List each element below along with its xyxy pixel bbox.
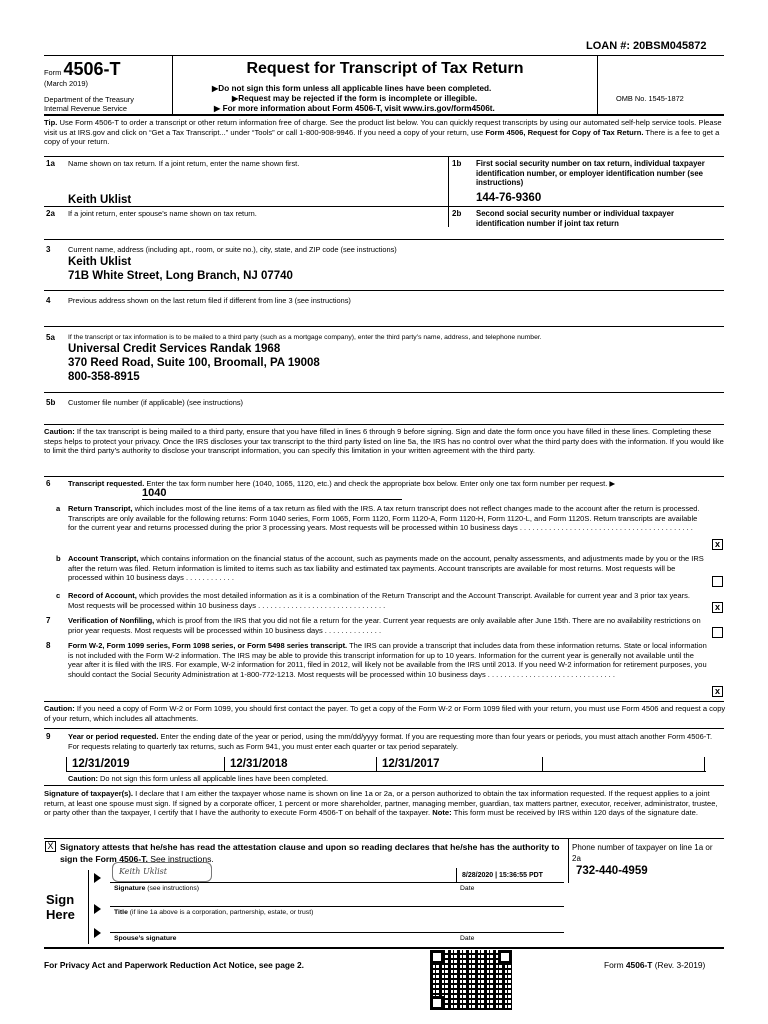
signature-label: Signature (see instructions) [114, 885, 199, 892]
sign-here-label: Sign Here [46, 892, 75, 922]
year-field-3[interactable]: 12/31/2017 [382, 758, 440, 770]
line-6-num: 6 [46, 479, 51, 488]
line-1b-label: First social security number on tax return, individual taxpayer identification number, or employer identification number (see instructions) [476, 159, 705, 188]
line-8-num: 8 [46, 641, 51, 650]
line-2a-num: 2a [46, 209, 55, 218]
form-title: Request for Transcript of Tax Return [246, 60, 524, 77]
top-rule [44, 55, 724, 56]
w2-transcript-checkbox[interactable]: x [712, 686, 723, 697]
line-6-text: Transcript requested. Enter the tax form number here (1040, 1065, 1120, etc.) and check the appropriate box below. Enter only one tax form number per request. ▶ [68, 479, 616, 488]
line-1a-num: 1a [46, 159, 55, 168]
current-name-field[interactable]: Keith Uklist [68, 256, 132, 268]
year-field-1[interactable]: 12/31/2019 [72, 758, 130, 770]
phone-label: Phone number of taxpayer on line 1a or 2a [572, 843, 713, 863]
form-footer-id: Form 4506-T (Rev. 3-2019) [604, 960, 706, 970]
ssn-field[interactable]: 144-76-9360 [476, 192, 542, 204]
spouse-arrow-icon [94, 928, 101, 938]
nonfiling-checkbox[interactable] [712, 627, 723, 638]
line-5a-label: If the transcript or tax information is to be mailed to a third party (such as a mortgage company), enter the third party’s name, address, and telephone number. [68, 334, 542, 341]
line-6a-letter: a [56, 504, 61, 513]
account-transcript-checkbox[interactable] [712, 576, 723, 587]
tax-form-number-field[interactable]: 1040 [142, 487, 402, 500]
current-address-field[interactable]: 71B White Street, Long Branch, NJ 07740 [68, 270, 293, 282]
dept-line2: Internal Revenue Service [44, 104, 127, 113]
spouse-signature-label: Spouse’s signature [114, 935, 177, 942]
header-note-1: ▶Do not sign this form unless all applicable lines have been completed. [212, 84, 492, 93]
line-6b-text: Account Transcript, which contains information on the financial status of the account, such as payments made on the account, penalty assessments, and adjustments made by you or the IRS after the return was filed. Return information is limited to items such as tax liability and estimated tax payments. Account transcripts are available for most returns. Most requests will be processed within 10 business days . . . . . . . . . . . . [68, 554, 704, 583]
taxpayer-name-field[interactable]: Keith Uklist [68, 194, 132, 206]
omb-number: OMB No. 1545-1872 [616, 94, 684, 103]
third-party-name-field[interactable]: Universal Credit Services Randak 1968 [68, 343, 281, 355]
header-note-3: ▶ For more information about Form 4506-T, visit www.irs.gov/form4506t. [214, 104, 495, 113]
line-3-num: 3 [46, 245, 51, 254]
form-prefix: Form [44, 68, 62, 77]
date-label: Date [460, 885, 475, 892]
title-label: Title (if line 1a above is a corporation, partnership, estate, or trust) [114, 909, 314, 916]
phone-field[interactable]: 732-440-4959 [576, 865, 648, 877]
signature-date-value: 8/28/2020 | 15:36:55 PDT [462, 872, 543, 879]
line-4-num: 4 [46, 296, 51, 305]
line-2b-label: Second social security number or individual taxpayer identification number if joint tax return [476, 209, 675, 228]
line-6b-letter: b [56, 554, 61, 563]
line-9-caution: Caution: Do not sign this form unless all applicable lines have been completed. [68, 774, 329, 783]
spouse-date-label: Date [460, 935, 475, 942]
caution-w2: Caution: If you need a copy of Form W-2 or Form 1099, you should first contact the payer. To get a copy of the Form W-2 or Form 1099 filed with your return, you must use Form 4506 and request a copy of your return, which includes all attachments. [44, 704, 726, 723]
signature-arrow-icon [94, 873, 101, 883]
caution-third-party: Caution: If the tax transcript is being mailed to a third party, ensure that you have filled in lines 6 through 9 before signing. Sign and date the form once you have filled in these lines. Completing these steps helps to protect your privacy. Once the IRS discloses your tax transcript to the third party listed on line 5a, the IRS has no control over what the third party does with the information. If you would like to limit the third party’s authority to disclose your transcript information, you can specify this limitation in your written agreement with the third party. [44, 427, 724, 456]
dept-line1: Department of the Treasury [44, 95, 134, 104]
form-number: 4506-T [63, 59, 121, 79]
line-8-text: Form W-2, Form 1099 series, Form 1098 series, or Form 5498 series transcript. The IRS can provide a transcript that includes data from these information returns. State or local information is not included with the Form W-2 information. The IRS may be able to provide this transcript information for up to 10 years. Information for the current year is generally not available until the year after it is filed with the IRS. For example, W-2 information for 2011, filed in 2012, will likely not be available from the IRS until 2013. If you need W-2 information for retirement purposes, you should contact the Social Security Administration at 1-800-772-1213. Most requests will be processed within 10 business days . . . . . . . . . . . . . . . . . . . . . . . . . . . . . . . [68, 641, 707, 679]
line-6c-letter: c [56, 591, 61, 600]
taxpayer-signature-field[interactable]: Keith Uklist [112, 862, 212, 882]
line-3-label: Current name, address (including apt., room, or suite no.), city, state, and ZIP code (see instructions) [68, 245, 397, 254]
line-4-label: Previous address shown on the last return filed if different from line 3 (see instructions) [68, 296, 351, 305]
attestation-text: Signatory attests that he/she has read the attestation clause and upon so reading declares that he/she has the authority to sign the Form 4506-T. See instructions. [60, 842, 560, 864]
line-2b-num: 2b [452, 209, 462, 218]
line-5a-num: 5a [46, 333, 55, 342]
line-5b-num: 5b [46, 398, 56, 407]
line-6a-text: Return Transcript, which includes most of the line items of a tax return as filed with the IRS. A tax return transcript does not reflect changes made to the account after the return is processed. Transcripts are only available for the following returns: Form 1040 series, Form 1065, Form 1120, Form 1120-A, Form 1120-H, Form 1120-L, and Form 1120S. Return transcripts are available for the current year and returns processed during the prior 3 processing years. Most requests will be processed within 10 business days . . . . . . . . . . . . . . . . . . . . . . . . . . . . . . . . . . . . . . . . . . [68, 504, 700, 533]
barcode [430, 950, 512, 1010]
line-7-num: 7 [46, 616, 51, 625]
record-of-account-checkbox[interactable]: x [712, 602, 723, 613]
third-party-phone-field[interactable]: 800-358-8915 [68, 371, 140, 383]
form-revision: (March 2019) [44, 79, 88, 88]
tip-paragraph: Tip. Use Form 4506-T to order a transcript or other return information free of charge. See the product list below. You can quickly request transcripts by using our automated self-help service tools. Please visit us at IRS.gov and click on “Get a Tax Transcript...” under “Tools” or call 1-800-908-9946. If you need a copy of your return, use Form 4506, Request for Copy of Tax Return. There is a fee to get a copy of your return. [44, 118, 722, 147]
title-arrow-icon [94, 904, 101, 914]
line-9-text: Year or period requested. Enter the ending date of the year or period, using the mm/dd/yyyy format. If you are requesting more than four years or periods, you must attach another Form 4506-T. For requests relating to quarterly tax returns, such as Form 941, you must enter each quarter or tax period separately. [68, 732, 713, 751]
third-party-address-field[interactable]: 370 Reed Road, Suite 100, Broomall, PA 19008 [68, 357, 320, 369]
return-transcript-checkbox[interactable]: x [712, 539, 723, 550]
attestation-checkbox[interactable]: X [45, 841, 56, 852]
form-id [44, 59, 121, 80]
line-1b-num: 1b [452, 159, 462, 168]
line-9-num: 9 [46, 732, 51, 741]
signature-declaration: Signature of taxpayer(s). I declare that I am either the taxpayer whose name is shown on line 1a or 2a, or a person authorized to obtain the tax information requested. If the request applies to a joint return, at least one spouse must sign. If signed by a corporate officer, 1 percent or more shareholder, partner, managing member, guardian, tax matters partner, executor, receiver, administrator, trustee, or party other than the taxpayer, I certify that I have the authority to execute Form 4506-T on behalf of the taxpayer. Note: This form must be received by IRS within 120 days of the signature date. [44, 789, 718, 818]
line-1a-label: Name shown on tax return. If a joint return, enter the name shown first. [68, 159, 300, 168]
line-6c-text: Record of Account, which provides the most detailed information as it is a combination of the Return Transcript and the Account Transcript. Available for current year and 3 prior tax years. Most requests will be processed within 10 business days . . . . . . . . . . . . . . . . . . . . . . . . . . . . . . . [68, 591, 690, 610]
header-note-2: ▶Request may be rejected if the form is incomplete or illegible. [232, 94, 478, 103]
line-5b-label: Customer file number (if applicable) (see instructions) [68, 398, 243, 407]
line-2a-label: If a joint return, enter spouse’s name shown on tax return. [68, 209, 257, 218]
line-7-text: Verification of Nonfiling, which is proof from the IRS that you did not file a return for the year. Current year requests are only available after June 15th. There are no availability restrictions on prior year requests. Most requests will be processed within 10 business days . . . . . . . . . . . . . . [68, 616, 701, 635]
privacy-notice: For Privacy Act and Paperwork Reduction Act Notice, see page 2. [44, 960, 305, 970]
loan-number: LOAN #: 20BSM045872 [586, 40, 707, 52]
year-field-2[interactable]: 12/31/2018 [230, 758, 288, 770]
